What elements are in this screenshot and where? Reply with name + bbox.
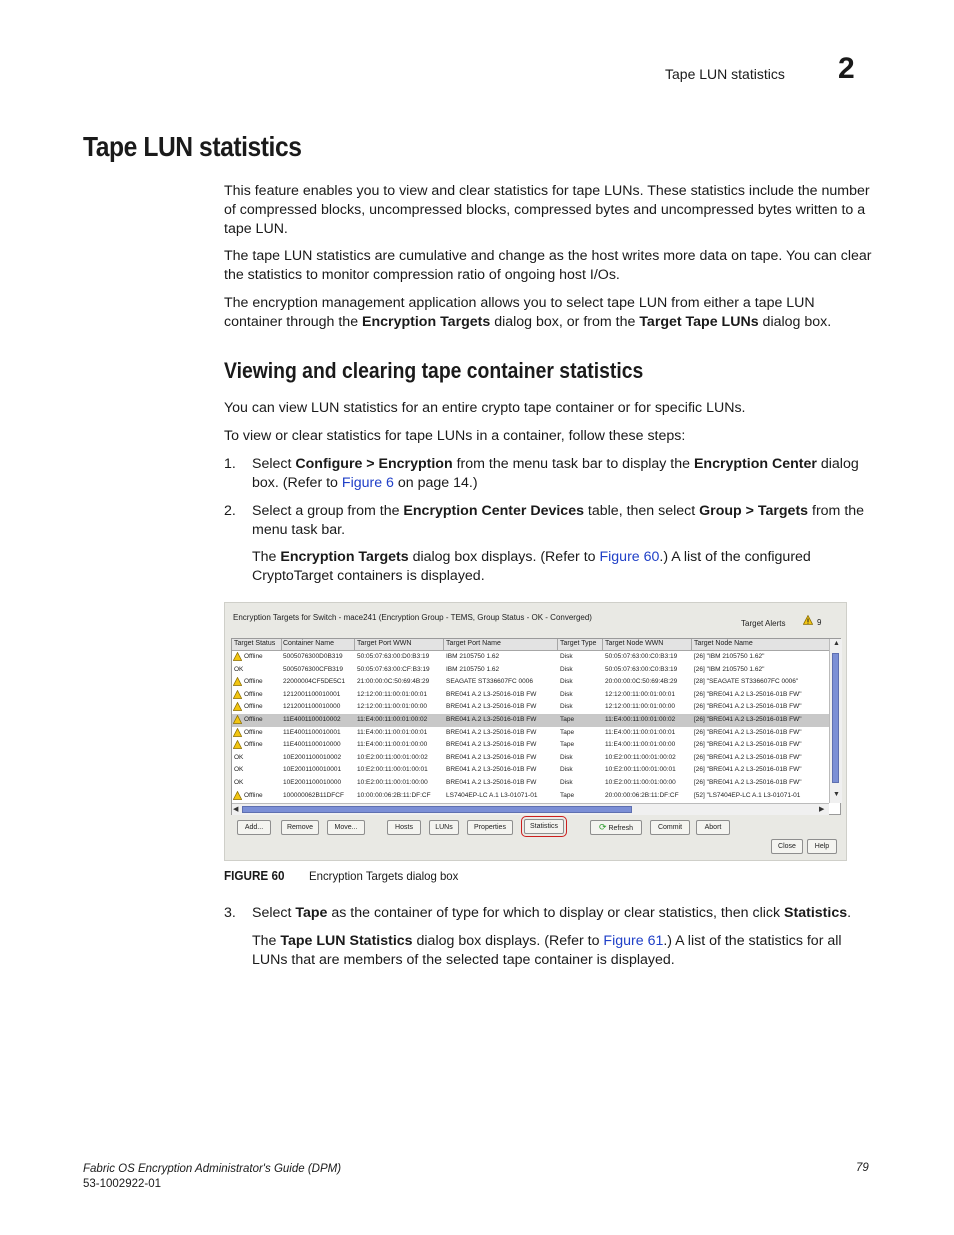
- table-cell: 10:E2:00:11:00:01:00:01: [605, 766, 676, 774]
- table-cell: [26] "BRE041 A.2 L3-25016-01B FW": [694, 716, 802, 723]
- table-row[interactable]: [232, 701, 829, 714]
- target-alerts-label: Target Alerts: [741, 619, 786, 628]
- table-row[interactable]: [232, 752, 829, 765]
- table-cell: [28] "SEAGATE ST336607FC 0006": [694, 678, 799, 686]
- close-button[interactable]: Close: [771, 839, 803, 854]
- table-cell: 11:E4:00:11:00:01:00:02: [357, 716, 428, 723]
- figure-caption-text: Encryption Targets dialog box: [309, 869, 459, 883]
- table-cell: 22000004CF5DE5C1: [283, 678, 346, 686]
- intro-paragraph-2: The tape LUN statistics are cumulative and change as the host writes more data on tape. You can clear the statistics to monitor compression ratio of ongoing host I/Os.: [224, 248, 872, 283]
- footer-doc-number: 53-1002922-01: [83, 1178, 162, 1190]
- table-cell: Disk: [560, 753, 573, 761]
- table-cell: BRE041 A.2 L3-25016-01B FW: [446, 779, 537, 786]
- figure-caption: [224, 868, 459, 883]
- table-cell: BRE041 A.2 L3-25016-01B FW: [446, 690, 537, 698]
- table-cell: Disk: [560, 690, 573, 698]
- step-3: 3. Select Tape as the container of type for which to display or clear statistics, then click Statistics.: [224, 905, 852, 921]
- column-header[interactable]: Target Type: [560, 640, 597, 647]
- table-cell: 12:12:00:11:00:01:00:00: [605, 703, 675, 711]
- table-cell: Tape: [560, 728, 575, 736]
- table-cell: Tape: [560, 716, 575, 723]
- figure-6-link[interactable]: Figure 6: [341, 475, 394, 491]
- table-cell: [26] "BRE041 A.2 L3-25016-01B FW": [694, 728, 802, 736]
- section-paragraph-2: To view or clear statistics for tape LUNs in a container, follow these steps:: [224, 428, 686, 444]
- warning-icon: [233, 652, 242, 661]
- encryption-targets-dialog: [224, 602, 847, 861]
- table-cell: Disk: [560, 653, 573, 660]
- table-cell: [26] "IBM 2105750 1.62": [694, 665, 765, 673]
- table-cell: 50:05:07:63:00:C0:B3:19: [605, 665, 678, 673]
- table-cell: [26] "IBM 2105750 1.62": [694, 653, 765, 660]
- table-cell: Offline: [244, 791, 263, 799]
- scroll-thumb[interactable]: [832, 653, 839, 783]
- table-cell: 100000062B11DFCF: [283, 791, 344, 799]
- table-cell: [26] "BRE041 A.2 L3-25016-01B FW": [694, 766, 802, 774]
- table-cell: IBM 2105750 1.62: [446, 665, 500, 673]
- table-cell: 10:E2:00:11:00:01:00:00: [605, 779, 676, 786]
- table-cell: 10:E2:00:11:00:01:00:02: [357, 753, 428, 761]
- table-cell: 5005076300D0B319: [283, 653, 343, 660]
- intro-paragraph-3: The encryption management application allows you to select tape LUN from either a tape LUN container through the Encryption Targets dialog box, or from the Target Tape LUNs dialog box.: [224, 295, 832, 330]
- help-button[interactable]: Help: [807, 839, 837, 854]
- table-cell: 50:05:07:63:00:D0:B3:19: [357, 653, 430, 660]
- scroll-right-icon[interactable]: ▶: [819, 806, 825, 813]
- scroll-up-icon[interactable]: ▲: [833, 640, 840, 647]
- warning-icon[interactable]: [803, 615, 813, 625]
- step-1: 1. Select Configure > Encryption from the menu task bar to display the Encryption Center dialog box. (Refer to Figure 6 on page 14.): [224, 456, 859, 491]
- table-cell: Offline: [244, 678, 263, 686]
- table-cell: 11:E4:00:11:00:01:00:01: [605, 728, 676, 736]
- table-cell: Disk: [560, 665, 573, 673]
- table-cell: 10:E2:00:11:00:01:00:00: [357, 779, 428, 786]
- table-cell: Tape: [560, 741, 575, 749]
- table-cell: 10:E2:00:11:00:01:00:02: [605, 753, 676, 761]
- table-cell: 11:E4:00:11:00:01:00:01: [357, 728, 428, 736]
- table-row[interactable]: [232, 651, 829, 664]
- table-cell: Tape: [560, 791, 575, 799]
- add-button[interactable]: Add...: [237, 820, 271, 835]
- figure-61-link[interactable]: Figure 61: [603, 933, 664, 949]
- targets-table: [231, 638, 841, 815]
- table-cell: 11:E4:00:11:00:01:00:00: [357, 741, 428, 749]
- figure-60-link[interactable]: Figure 60: [599, 549, 660, 565]
- warning-icon: [233, 740, 242, 749]
- chapter-number: 2: [838, 52, 855, 85]
- table-row[interactable]: [232, 676, 829, 689]
- table-cell: LS7404EP-LC A.1 L3-01071-01: [446, 791, 538, 799]
- table-cell: BRE041 A.2 L3-25016-01B FW: [446, 741, 537, 749]
- footer-doc-info: [83, 1162, 341, 1192]
- table-cell: BRE041 A.2 L3-25016-01B FW: [446, 703, 537, 711]
- table-cell: 11:E4:00:11:00:01:00:00: [605, 741, 676, 749]
- step-2: 2. Select a group from the Encryption Center Devices table, then select Group > Targets from the menu task bar.: [224, 503, 865, 538]
- dialog-title: Encryption Targets for Switch - mace241 (Encryption Group - TEMS, Group Status - OK - Converged): [233, 613, 592, 622]
- vertical-scrollbar[interactable]: [829, 639, 842, 803]
- page-number: 79: [856, 1162, 869, 1174]
- column-header[interactable]: Target Port WWN: [357, 640, 412, 647]
- table-cell: 11E4001100010002: [283, 716, 341, 723]
- table-row[interactable]: [232, 714, 829, 727]
- table-cell: SEAGATE ST336607FC 0006: [446, 678, 533, 686]
- table-cell: Offline: [244, 728, 263, 736]
- section-paragraph-1: You can view LUN statistics for an entire crypto tape container or for specific LUNs.: [224, 400, 746, 416]
- warning-icon: [233, 702, 242, 711]
- intro-paragraph-1: This feature enables you to view and clear statistics for tape LUNs. These statistics include the number of compressed blocks, uncompressed blocks, compressed bytes and uncompressed bytes written to a tape LUN.: [224, 183, 870, 237]
- page-title: Tape LUN statistics: [83, 131, 302, 162]
- column-header[interactable]: Target Status: [234, 640, 276, 647]
- table-cell: Disk: [560, 766, 573, 774]
- warning-icon: [233, 690, 242, 699]
- step-2-result: The Encryption Targets dialog box displays. (Refer to Figure 60.) A list of the configured CryptoTarget containers is displayed.: [252, 549, 811, 584]
- hosts-button[interactable]: Hosts: [387, 820, 421, 835]
- table-cell: 10E2001100010001: [283, 766, 342, 774]
- table-row[interactable]: [232, 764, 829, 777]
- table-row[interactable]: [232, 664, 829, 677]
- table-cell: [26] "BRE041 A.2 L3-25016-01B FW": [694, 741, 802, 749]
- table-cell: IBM 2105750 1.62: [446, 653, 500, 660]
- table-row[interactable]: [232, 739, 829, 752]
- luns-button[interactable]: LUNs: [429, 820, 459, 835]
- table-cell: OK: [234, 753, 244, 761]
- table-row[interactable]: [232, 689, 829, 702]
- table-cell: Offline: [244, 741, 263, 749]
- table-cell: 10E2001100010000: [283, 779, 342, 786]
- scroll-down-icon[interactable]: ▼: [833, 791, 840, 798]
- horizontal-scrollbar[interactable]: [232, 803, 829, 815]
- column-header[interactable]: Target Node Name: [694, 640, 753, 647]
- table-cell: 10:E2:00:11:00:01:00:01: [357, 766, 428, 774]
- table-cell: BRE041 A.2 L3-25016-01B FW: [446, 766, 537, 774]
- table-cell: Offline: [244, 690, 263, 698]
- table-cell: Offline: [244, 716, 263, 723]
- table-cell: Disk: [560, 678, 573, 686]
- table-cell: [26] "BRE041 A.2 L3-25016-01B FW": [694, 753, 802, 761]
- footer-doc-title: Fabric OS Encryption Administrator's Guide (DPM): [83, 1163, 342, 1175]
- table-cell: Disk: [560, 703, 573, 711]
- table-header: [232, 639, 829, 651]
- remove-button[interactable]: Remove: [281, 820, 319, 835]
- table-cell: BRE041 A.2 L3-25016-01B FW: [446, 753, 537, 761]
- table-row[interactable]: [232, 777, 829, 790]
- table-cell: [52] "LS7404EP-LC A.1 L3-01071-01: [694, 791, 801, 799]
- table-cell: 10:00:00:06:2B:11:DF:CF: [357, 791, 431, 799]
- commit-button[interactable]: Commit: [650, 820, 690, 835]
- table-cell: 50:05:07:63:00:CF:B3:19: [357, 665, 430, 673]
- warning-icon: [233, 791, 242, 800]
- table-cell: [26] "BRE041 A.2 L3-25016-01B FW": [694, 690, 802, 698]
- table-cell: 11E4001100010001: [283, 728, 341, 736]
- table-cell: OK: [234, 665, 244, 673]
- move-button[interactable]: Move...: [327, 820, 365, 835]
- table-cell: Disk: [560, 779, 573, 786]
- table-cell: 11E4001100010000: [283, 741, 341, 749]
- table-cell: 11:E4:00:11:00:01:00:02: [605, 716, 676, 723]
- running-header-title: Tape LUN statistics: [665, 66, 785, 82]
- table-cell: 1212001100010000: [283, 703, 341, 711]
- properties-button[interactable]: Properties: [467, 820, 513, 835]
- table-cell: Offline: [244, 653, 263, 660]
- abort-button[interactable]: Abort: [696, 820, 730, 835]
- refresh-button[interactable]: ⟳ Refresh: [590, 820, 642, 835]
- table-cell: 12:12:00:11:00:01:00:01: [605, 690, 675, 698]
- column-header[interactable]: Container Name: [283, 640, 334, 647]
- column-header[interactable]: Target Node WWN: [605, 640, 664, 647]
- scroll-thumb[interactable]: [242, 806, 632, 813]
- table-cell: [26] "BRE041 A.2 L3-25016-01B FW": [694, 703, 802, 711]
- table-cell: 1212001100010001: [283, 690, 341, 698]
- step-3-result: The Tape LUN Statistics dialog box displays. (Refer to Figure 61.) A list of the statistics for all LUNs that are members of the selected tape container is displayed.: [252, 933, 842, 968]
- table-cell: Offline: [244, 703, 263, 711]
- table-cell: 10E2001100010002: [283, 753, 342, 761]
- table-cell: 20:00:00:0C:50:69:4B:29: [605, 678, 678, 686]
- table-cell: [26] "BRE041 A.2 L3-25016-01B FW": [694, 779, 802, 786]
- refresh-icon: ⟳: [598, 822, 607, 832]
- table-cell: 12:12:00:11:00:01:00:01: [357, 690, 427, 698]
- table-cell: 5005076300CFB319: [283, 665, 343, 673]
- warning-icon: [233, 728, 242, 737]
- warning-icon: [233, 677, 242, 686]
- table-cell: OK: [234, 766, 244, 774]
- scroll-left-icon[interactable]: ◀: [233, 806, 239, 813]
- table-cell: OK: [234, 779, 244, 786]
- target-alerts-count: 9: [817, 618, 822, 627]
- table-cell: BRE041 A.2 L3-25016-01B FW: [446, 716, 537, 723]
- section-heading: Viewing and clearing tape container statistics: [224, 358, 644, 383]
- figure-label: FIGURE 60: [224, 868, 285, 883]
- table-cell: 50:05:07:63:00:C0:B3:19: [605, 653, 678, 660]
- table-row[interactable]: [232, 727, 829, 740]
- column-header[interactable]: Target Port Name: [446, 640, 501, 647]
- table-row[interactable]: [232, 790, 829, 803]
- statistics-button[interactable]: Statistics: [524, 819, 564, 834]
- table-cell: 12:12:00:11:00:01:00:00: [357, 703, 427, 711]
- table-cell: 20:00:00:06:2B:11:DF:CF: [605, 791, 679, 799]
- table-cell: BRE041 A.2 L3-25016-01B FW: [446, 728, 537, 736]
- table-cell: 21:00:00:0C:50:69:4B:29: [357, 678, 430, 686]
- warning-icon: [233, 715, 242, 724]
